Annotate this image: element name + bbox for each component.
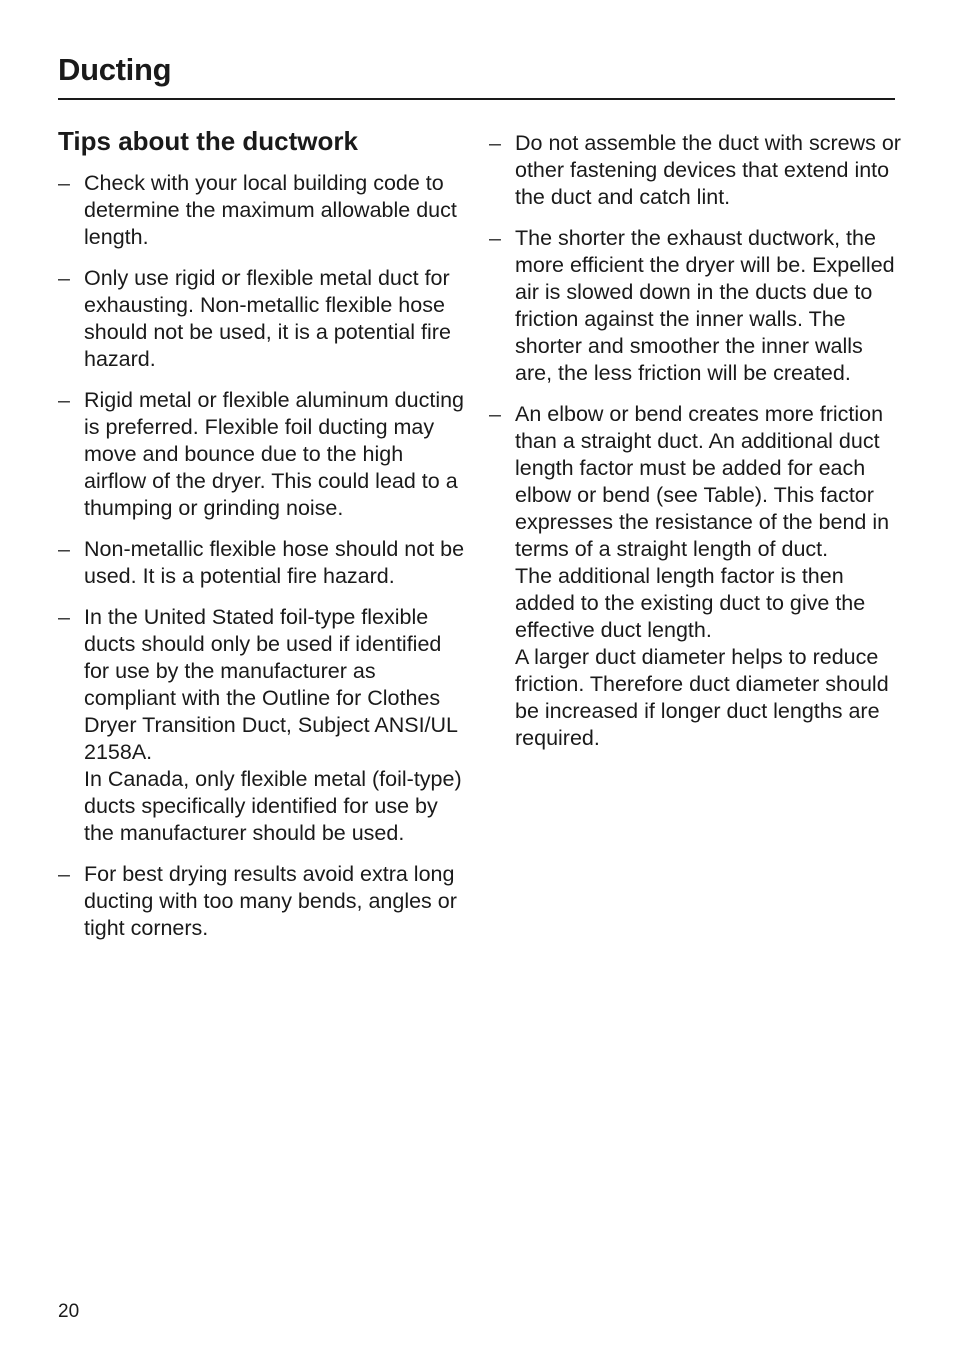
- bullet-dash: –: [58, 605, 70, 629]
- tip-item: [489, 225, 901, 387]
- tip-text: An elbow or bend creates more friction than a straight duct. An additional duct length factor must be added for each elbow or bend (see Table). This factor expresses the resistance of the bend in terms of a straight length of duct.: [515, 402, 890, 561]
- tip-item: [58, 861, 470, 942]
- page-title: Ducting: [58, 52, 172, 87]
- bullet-dash: –: [489, 402, 501, 426]
- tip-text: Only use rigid or flexible metal duct for exhausting. Non-metallic flexible hose should not be used, it is a potential fire hazard.: [84, 266, 451, 371]
- tip-item: [58, 170, 470, 251]
- title-divider: [58, 98, 895, 100]
- page-number: 20: [58, 1301, 80, 1322]
- bullet-dash: –: [58, 537, 70, 561]
- tip-text: In Canada, only flexible metal (foil-type) ducts specifically identified for use by the manufacturer should be used.: [84, 767, 462, 845]
- tip-text: Check with your local building code to determine the maximum allowable duct length.: [84, 171, 457, 249]
- tip-text: The additional length factor is then added to the existing duct to give the effective duct length.: [515, 564, 866, 642]
- tip-text: Rigid metal or flexible aluminum ducting is preferred. Flexible foil ducting may move and bounce due to the high airflow of the dryer. This could lead to a thumping or grinding noise.: [84, 388, 465, 520]
- bullet-dash: –: [58, 388, 70, 412]
- tip-item: [58, 265, 470, 373]
- tip-item: [489, 130, 901, 211]
- tip-text: Do not assemble the duct with screws or other fastening devices that extend into the duct and catch lint.: [515, 131, 901, 209]
- tip-text: In the United Stated foil-type flexible ducts should only be used if identified for use by the manufacturer as compliant with the Outline for Clothes Dryer Transition Duct, Subject ANSI/UL 2158A.: [84, 605, 458, 764]
- tip-text: The shorter the exhaust ductwork, the more efficient the dryer will be. Expelled air is slowed down in the ducts due to friction against the inner walls. The shorter and smoother the inner walls are, the less friction will be created.: [515, 226, 895, 385]
- section-heading: Tips about the ductwork: [58, 126, 358, 156]
- bullet-dash: –: [58, 862, 70, 886]
- tip-text: A larger duct diameter helps to reduce friction. Therefore duct diameter should be increased if longer duct lengths are required.: [515, 645, 889, 750]
- left-column-tips: [58, 170, 470, 956]
- right-column-tips: [489, 130, 901, 766]
- bullet-dash: –: [58, 171, 70, 195]
- tip-item: [489, 401, 901, 752]
- tip-item: [58, 387, 470, 522]
- tip-text: Non-metallic flexible hose should not be used. It is a potential fire hazard.: [84, 537, 465, 588]
- tip-text: For best drying results avoid extra long ducting with too many bends, angles or tight corners.: [84, 862, 457, 940]
- tip-item: [58, 604, 470, 847]
- bullet-dash: –: [58, 266, 70, 290]
- bullet-dash: –: [489, 226, 501, 250]
- bullet-dash: –: [489, 131, 501, 155]
- tip-item: [58, 536, 470, 590]
